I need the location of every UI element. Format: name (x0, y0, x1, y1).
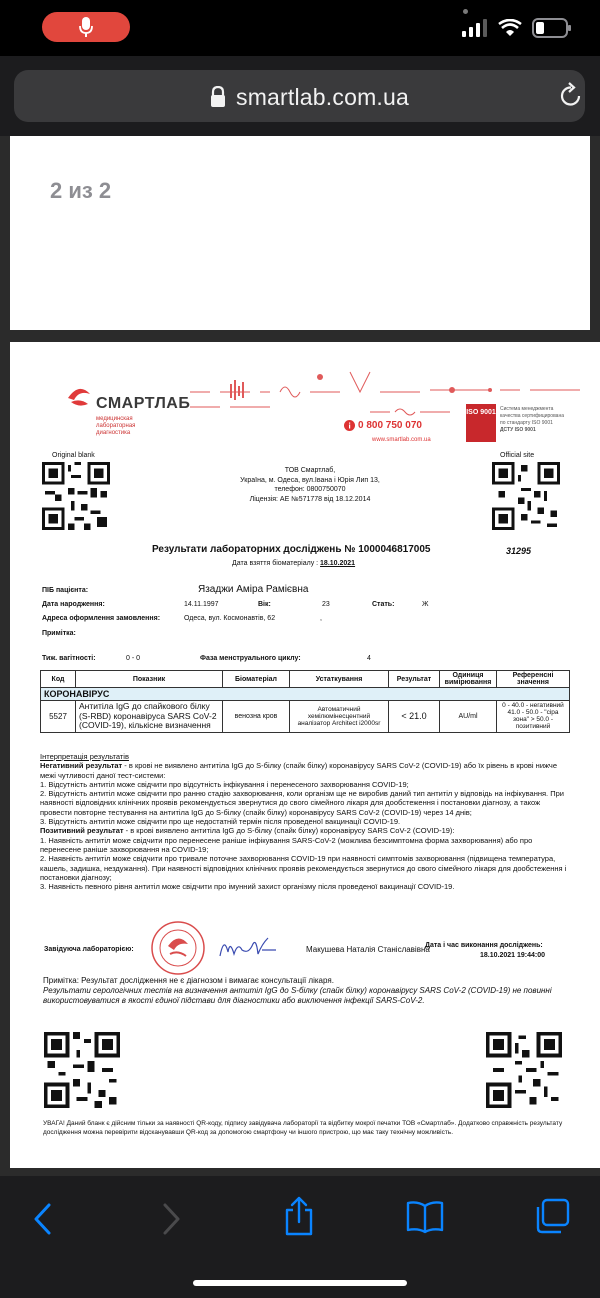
sample-date-label: Дата взяття біоматеріалу : (232, 560, 319, 567)
page-1 (10, 136, 590, 330)
patient-name: Язаджи Аміра Рамієвна (198, 584, 309, 595)
section-row (41, 688, 570, 701)
col-equipment: Устаткування (290, 671, 389, 688)
positive-label: Позитивний результат (40, 826, 124, 836)
status-bar (0, 0, 600, 56)
address-separator: , (320, 615, 322, 622)
reload-icon[interactable] (559, 82, 583, 108)
page-indicator: 2 из 2 (50, 178, 112, 203)
company-phone: телефон: 0800750070 (274, 486, 346, 493)
negative-item: 2. Відсутність антитіл може свідчити про ранню стадію захворювання, коли організм ще не виробив даний тип антитіл у відповідь на інфікування. При наявності відповідних клінічних проявів рекомендується звернутися до свого сімейного лікаря для дообстеження і постановки діагнозу, а також провести повторне тестування на антитіла IgG до S-білку (спайк білку) коронавірусу SARS CoV-2 (COVID-19) через 14 днів; (40, 789, 564, 817)
patient-name-label: ПІБ пацієнта: (42, 587, 89, 594)
age-label: Вік: (258, 601, 271, 608)
negative-text: - в крові не виявлено антитіла IgG до S-білку (спайк білку) коронавірусу SARS CoV-2 (COVID-19) або їх рівень в крові нижче межі чутливості даної тест-системи: (40, 761, 558, 780)
iso-standard: ДСТУ ISO 9001 (500, 427, 536, 433)
contact-site: www.smartlab.com.ua (372, 437, 431, 443)
lock-icon (210, 86, 226, 108)
cycle-value: 4 (367, 655, 371, 662)
col-unit: Одиниця вимірювання (440, 671, 497, 688)
cellular-signal-icon (462, 19, 488, 37)
col-code: Код (41, 671, 76, 688)
sex-value: Ж (422, 601, 429, 608)
col-reference: Референсні значення (497, 671, 570, 688)
signature-icon (218, 932, 278, 962)
company-license: Ліцензія: АЕ №571778 від 18.12.2014 (249, 495, 371, 503)
info-icon (344, 420, 355, 431)
microphone-icon (79, 16, 93, 38)
sample-date-value: 18.10.2021 (320, 560, 356, 567)
qr-code-official (492, 462, 560, 530)
iso-description: Система менеджмента качества сертифицирована по стандарту ISO 9001 (500, 406, 564, 426)
bookmarks-icon[interactable] (406, 1200, 444, 1234)
cycle-label: Фаза менструального циклу: (200, 655, 301, 662)
original-blank-label: Original blank (52, 452, 95, 459)
cell-equipment: Автоматичний хемілюмінесцентний аналізатор Architect i2000sr (290, 701, 389, 733)
address-value: Одеса, вул. Космонавтів, 62 (184, 615, 276, 622)
wifi-icon (498, 19, 522, 37)
col-material: Біоматеріал (223, 671, 290, 688)
url-text[interactable]: smartlab.com.ua (236, 84, 410, 110)
cell-code: 5527 (41, 701, 76, 733)
positive-text: - в крові виявлено антитіла IgG до S-білку (спайк білку) коронавірусу SARS CoV-2 (COVID-19): (123, 826, 455, 836)
qr-code-original (42, 462, 110, 530)
note-italic: Результати серологічних тестів на визначення антитіл IgG до S-білку (спайк білку) коронавірусу SARS CoV-2 (COVID-19) не повинні використовуватися в якості єдиної підстави для діагностики або виключення інфекції SARS-CoV-2. (43, 986, 552, 1005)
report-title: Результати лабораторних досліджень № 1000046817005 (152, 544, 431, 555)
age-value: 23 (322, 601, 330, 608)
exec-date: 18.10.2021 19:44:00 (480, 952, 545, 959)
tabs-icon[interactable] (534, 1198, 570, 1234)
negative-label: Негативний результат (40, 761, 123, 771)
col-test: Показник (76, 671, 223, 688)
cell-reference: 0 - 40.0 - негативний 41.0 - 50.0 - "сіра зона" > 50.0 - позитивний (497, 701, 570, 733)
company-address: Україна, м. Одеса, вул.Івана і Юрія Лип 13, (240, 476, 380, 484)
table-header (41, 671, 570, 688)
contact-phone: 0 800 750 070 (358, 420, 422, 431)
negative-paragraph (40, 761, 570, 780)
cell-unit: AU/ml (440, 701, 497, 733)
iso-text (500, 406, 570, 434)
note-main: Примітка: Результат дослідження не є діагнозом і вимагає консультації лікаря. (43, 976, 334, 985)
sex-label: Стать: (372, 601, 395, 608)
dob-value: 14.11.1997 (184, 601, 219, 608)
lab-stamp-icon (150, 920, 206, 976)
address-bar-area (0, 56, 600, 136)
official-site-label: Official site (500, 452, 535, 459)
back-icon[interactable] (32, 1202, 54, 1236)
battery-icon (532, 18, 572, 38)
order-number: 31295 (506, 546, 532, 556)
sample-date (232, 560, 355, 567)
indicator-dot (463, 9, 468, 14)
head-name: Макушева Наталія Станіславівна (306, 945, 430, 954)
bottom-toolbar (0, 1176, 600, 1298)
pregnancy-value: 0 - 0 (126, 655, 141, 662)
company-info (210, 466, 410, 504)
dob-label: Дата народження: (42, 601, 105, 608)
logo-name: СМАРТЛАБ (96, 395, 191, 412)
interpretation-heading: Інтерпретація результатів (40, 752, 129, 761)
warning-text: УВАГА! Даний бланк є дійсним тільки за наявності QR-коду, підпису завідувача лабораторії та відбитку мокрої печатки ТОВ «Смартлаб». Додатково справжність результату дослідження можна перевірити відсканувавши QR-код за допомогою смартфону чи іншого пристрою, що має таку технічну можливість. (43, 1120, 563, 1136)
logo-subtitle: медицинская лабораторная диагностика (96, 416, 136, 436)
company-name: ТОВ Смартлаб, (284, 467, 336, 474)
table-row (41, 701, 570, 733)
page-2 (10, 342, 600, 1168)
document-viewer[interactable] (0, 136, 600, 1176)
address-bar[interactable] (14, 70, 585, 122)
positive-item: 1. Наявність антитіл може свідчити про перенесене раніше інфікування SARS-CoV-2 (можлива безсимптомна форма захворювання) або про перенесене раніше захворювання на COVID-19; (40, 835, 533, 854)
share-icon[interactable] (283, 1196, 315, 1236)
negative-item: 3. Відсутність антитіл може свідчити про ще недостатній термін після проведеної вакцинації COVID-19. (40, 817, 401, 827)
section-title: КОРОНАВІРУС (41, 688, 570, 701)
microphone-indicator (42, 12, 130, 42)
home-indicator[interactable] (193, 1280, 407, 1286)
note-block (43, 976, 563, 1006)
positive-item: 3. Наявність певного рівня антитіл може свідчити про імунний захист організму після проведеної вакцинації COVID-19. (40, 882, 455, 892)
head-label: Завідуюча лабораторією: (44, 946, 134, 953)
interpretation (40, 752, 570, 891)
negative-item: 1. Відсутність антитіл може свідчити про відсутність інфікування і перенесеного захворювання COVID-19; (40, 779, 409, 789)
smartlab-logo-icon (66, 386, 92, 408)
qr-code-bottom-left (44, 1032, 120, 1108)
forward-icon[interactable] (160, 1202, 182, 1236)
positive-paragraph (40, 826, 570, 835)
cell-material: венозна кров (223, 701, 290, 733)
results-table (40, 670, 570, 733)
cell-test: Антитіла IgG до спайкового білку (S-RBD) коронавіруса SARS CoV-2 (COVID-19), кількісне визначення (76, 701, 223, 733)
col-result: Результат (389, 671, 440, 688)
pregnancy-label: Тиж. вагітності: (42, 655, 96, 662)
note-label: Примітка: (42, 630, 76, 637)
exec-date-label: Дата і час виконання досліджень: (425, 942, 543, 949)
iso-badge: ISO 9001 (466, 404, 496, 442)
positive-item: 2. Наявність антитіл може свідчити про тривале поточне захворювання COVID-19 при наявності симптомів захворювання (підвищена температура, кашель, задишка, нездужання). При наявності відповідних клінічних проявів рекомендується звернутися до свого сімейного лікаря для дообстеження і постановки діагнозу; (40, 854, 567, 882)
qr-code-bottom-right (486, 1032, 562, 1108)
address-label: Адреса оформлення замовлення: (42, 615, 161, 622)
cell-result: < 21.0 (389, 701, 440, 733)
